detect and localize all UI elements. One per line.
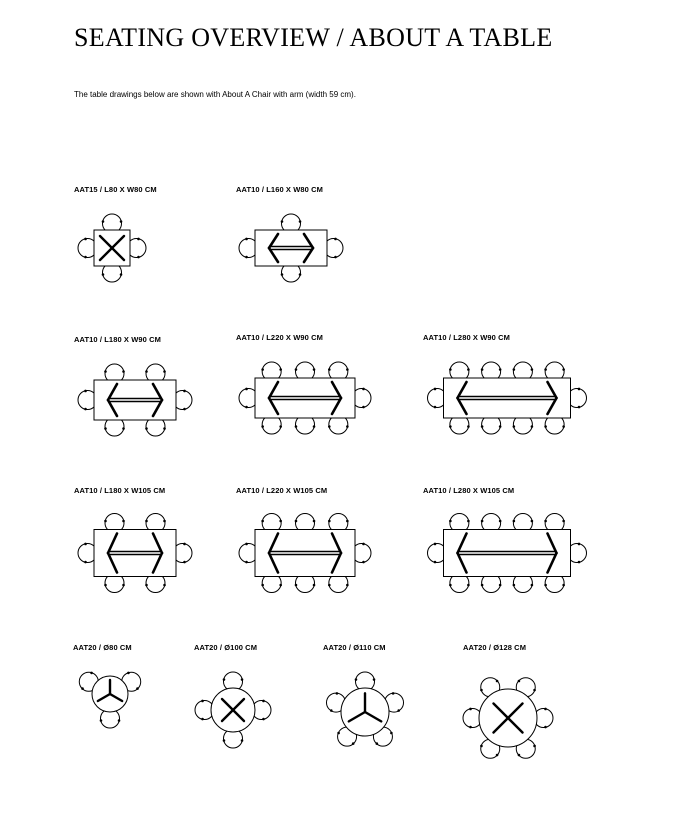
chair-arm-dot bbox=[518, 680, 521, 683]
chair-arm-dot bbox=[223, 678, 226, 681]
drawing-aat10-160x80 bbox=[239, 214, 343, 282]
drawing-aat10-280x105 bbox=[428, 514, 587, 593]
chair-arm-dot bbox=[531, 368, 534, 371]
chair-arm-dot bbox=[346, 368, 349, 371]
chair-arm-dot bbox=[120, 220, 123, 223]
chair-arm-dot bbox=[518, 754, 521, 757]
chair-arm-dot bbox=[376, 742, 379, 745]
chair-arm-dot bbox=[330, 709, 333, 712]
drawing-aat10-280x90 bbox=[428, 362, 587, 434]
chair-arm-dot bbox=[578, 388, 581, 391]
chair-arm-dot bbox=[145, 584, 148, 587]
chair-arm-dot bbox=[373, 678, 376, 681]
table-top bbox=[444, 530, 571, 577]
chair-arm-dot bbox=[434, 561, 437, 564]
chair-arm-dot bbox=[262, 718, 265, 721]
chair-arm-dot bbox=[183, 408, 186, 411]
chair-arm-dot bbox=[481, 368, 484, 371]
chair-arm-dot bbox=[90, 672, 93, 675]
chair-arm-dot bbox=[578, 561, 581, 564]
chair-arm-dot bbox=[137, 256, 140, 259]
label-aat10-180x90: AAT10 / L180 X W90 CM bbox=[74, 335, 161, 344]
chair-arm-dot bbox=[313, 368, 316, 371]
label-aat20-110: AAT20 / Ø110 CM bbox=[323, 643, 386, 652]
chair-arm-dot bbox=[346, 520, 349, 523]
chair-arm-dot bbox=[245, 256, 248, 259]
label-aat10-160x80: AAT10 / L160 X W80 CM bbox=[236, 185, 323, 194]
chair-arm-dot bbox=[328, 368, 331, 371]
chair-arm-dot bbox=[118, 719, 121, 722]
chair-arm-dot bbox=[499, 584, 502, 587]
chair-arm-dot bbox=[544, 368, 547, 371]
label-aat20-100: AAT20 / Ø100 CM bbox=[194, 643, 258, 652]
table-top bbox=[255, 230, 327, 266]
drawing-aat20-110 bbox=[326, 672, 403, 746]
chair-arm-dot bbox=[467, 368, 470, 371]
chair-arm-dot bbox=[84, 561, 87, 564]
chair-arm-dot bbox=[163, 520, 166, 523]
chair-arm-dot bbox=[120, 273, 123, 276]
chair-arm-dot bbox=[104, 370, 107, 373]
drawing-aat15-80x80 bbox=[78, 214, 146, 282]
chair-arm-dot bbox=[279, 520, 282, 523]
chair-arm-dot bbox=[245, 543, 248, 546]
chair-arm-dot bbox=[334, 256, 337, 259]
chair-arm-dot bbox=[480, 689, 483, 692]
chair-arm-dot bbox=[281, 273, 284, 276]
chair-arm-dot bbox=[346, 584, 349, 587]
chair-arm-dot bbox=[544, 726, 547, 729]
chair-arm-dot bbox=[163, 427, 166, 430]
chair-arm-dot bbox=[201, 700, 204, 703]
label-aat20-128: AAT20 / Ø128 CM bbox=[463, 643, 527, 652]
chair-arm-dot bbox=[346, 425, 349, 428]
table-top bbox=[94, 380, 176, 420]
chair-arm-dot bbox=[84, 238, 87, 241]
table-top bbox=[444, 378, 571, 418]
chair-arm-dot bbox=[562, 425, 565, 428]
chair-arm-dot bbox=[279, 425, 282, 428]
chair-arm-dot bbox=[241, 739, 244, 742]
chair-arm-dot bbox=[481, 425, 484, 428]
chair-arm-dot bbox=[183, 543, 186, 546]
chair-arm-dot bbox=[261, 584, 264, 587]
chair-arm-dot bbox=[262, 700, 265, 703]
chair-arm-dot bbox=[328, 584, 331, 587]
chair-arm-dot bbox=[434, 388, 437, 391]
chair-arm-dot bbox=[145, 370, 148, 373]
chair-arm-dot bbox=[362, 406, 365, 409]
chair-arm-dot bbox=[562, 584, 565, 587]
chair-arm-dot bbox=[513, 584, 516, 587]
chair-arm-dot bbox=[499, 520, 502, 523]
chair-arm-dot bbox=[245, 388, 248, 391]
chair-arm-dot bbox=[449, 368, 452, 371]
table-top bbox=[94, 530, 176, 577]
chair-arm-dot bbox=[261, 425, 264, 428]
chair-arm-dot bbox=[313, 584, 316, 587]
chair-arm-dot bbox=[449, 584, 452, 587]
chair-arm-dot bbox=[362, 388, 365, 391]
chair-arm-dot bbox=[513, 368, 516, 371]
chair-arm-dot bbox=[499, 425, 502, 428]
chair-arm-dot bbox=[279, 584, 282, 587]
chair-arm-dot bbox=[163, 584, 166, 587]
chair-arm-dot bbox=[352, 742, 355, 745]
chair-arm-dot bbox=[544, 425, 547, 428]
chair-arm-dot bbox=[299, 220, 302, 223]
label-aat10-280x90: AAT10 / L280 X W90 CM bbox=[423, 333, 510, 342]
chair-arm-dot bbox=[390, 732, 393, 735]
chair-arm-dot bbox=[127, 672, 130, 675]
chair-arm-dot bbox=[163, 370, 166, 373]
label-aat20-80: AAT20 / Ø80 CM bbox=[73, 643, 132, 652]
chair-arm-dot bbox=[145, 427, 148, 430]
chair-arm-dot bbox=[544, 584, 547, 587]
chair-arm-dot bbox=[328, 425, 331, 428]
chair-arm-dot bbox=[84, 390, 87, 393]
chair-arm-dot bbox=[223, 739, 226, 742]
chair-arm-dot bbox=[562, 368, 565, 371]
chair-arm-dot bbox=[183, 390, 186, 393]
chair-arm-dot bbox=[397, 709, 400, 712]
chair-arm-dot bbox=[84, 256, 87, 259]
chair-arm-dot bbox=[434, 543, 437, 546]
chair-arm-dot bbox=[531, 584, 534, 587]
chair-arm-dot bbox=[104, 584, 107, 587]
chair-arm-dot bbox=[313, 425, 316, 428]
chair-arm-dot bbox=[261, 520, 264, 523]
chair-arm-dot bbox=[241, 678, 244, 681]
chair-arm-dot bbox=[261, 368, 264, 371]
chair-arm-dot bbox=[122, 584, 125, 587]
label-aat10-180x105: AAT10 / L180 X W105 CM bbox=[74, 486, 166, 495]
chair-arm-dot bbox=[513, 520, 516, 523]
chair-arm-dot bbox=[245, 238, 248, 241]
chair-arm-dot bbox=[578, 406, 581, 409]
chair-arm-dot bbox=[313, 520, 316, 523]
chair-arm-dot bbox=[496, 754, 499, 757]
drawing-aat10-220x105 bbox=[239, 514, 371, 593]
chair-arm-dot bbox=[531, 520, 534, 523]
chair-arm-dot bbox=[245, 406, 248, 409]
chair-arm-dot bbox=[295, 520, 298, 523]
chair-arm-dot bbox=[467, 425, 470, 428]
chair-arm-dot bbox=[467, 520, 470, 523]
chair-arm-dot bbox=[137, 238, 140, 241]
chair-arm-dot bbox=[355, 678, 358, 681]
chair-arm-dot bbox=[449, 520, 452, 523]
chair-arm-dot bbox=[281, 220, 284, 223]
chair-arm-dot bbox=[481, 520, 484, 523]
chair-arm-dot bbox=[245, 561, 248, 564]
chair-arm-dot bbox=[102, 273, 105, 276]
chair-arm-dot bbox=[467, 584, 470, 587]
drawing-aat10-180x105 bbox=[78, 514, 192, 593]
chair-arm-dot bbox=[328, 520, 331, 523]
label-aat10-220x90: AAT10 / L220 X W90 CM bbox=[236, 333, 323, 342]
chair-arm-dot bbox=[183, 561, 186, 564]
chair-arm-dot bbox=[104, 520, 107, 523]
drawing-aat10-220x90 bbox=[239, 362, 371, 434]
drawing-aat20-80 bbox=[79, 672, 140, 728]
chair-arm-dot bbox=[81, 687, 84, 690]
drawing-aat20-100 bbox=[195, 672, 271, 748]
chair-arm-dot bbox=[362, 543, 365, 546]
chair-arm-dot bbox=[513, 425, 516, 428]
chair-arm-dot bbox=[334, 238, 337, 241]
label-aat10-220x105: AAT10 / L220 X W105 CM bbox=[236, 486, 328, 495]
chair-arm-dot bbox=[531, 425, 534, 428]
chair-arm-dot bbox=[481, 584, 484, 587]
drawing-aat10-180x90 bbox=[78, 364, 192, 436]
chair-arm-dot bbox=[469, 708, 472, 711]
chair-arm-dot bbox=[279, 368, 282, 371]
chair-arm-dot bbox=[578, 543, 581, 546]
chair-arm-dot bbox=[392, 692, 395, 695]
chair-arm-dot bbox=[201, 718, 204, 721]
chair-arm-dot bbox=[84, 543, 87, 546]
intro-text: The table drawings below are shown with About A Chair with arm (width 59 cm). bbox=[74, 90, 356, 99]
label-aat10-280x105: AAT10 / L280 X W105 CM bbox=[423, 486, 515, 495]
chair-arm-dot bbox=[480, 745, 483, 748]
chair-arm-dot bbox=[295, 584, 298, 587]
drawing-aat20-128 bbox=[463, 678, 553, 758]
chair-arm-dot bbox=[104, 427, 107, 430]
page-title: SEATING OVERVIEW / ABOUT A TABLE bbox=[74, 23, 553, 52]
chair-arm-dot bbox=[362, 561, 365, 564]
chair-arm-dot bbox=[336, 692, 339, 695]
chair-arm-dot bbox=[544, 520, 547, 523]
chair-arm-dot bbox=[122, 520, 125, 523]
chair-arm-dot bbox=[499, 368, 502, 371]
chair-arm-dot bbox=[102, 220, 105, 223]
chair-arm-dot bbox=[136, 687, 139, 690]
chair-arm-dot bbox=[84, 408, 87, 411]
chair-arm-dot bbox=[295, 425, 298, 428]
chair-arm-dot bbox=[100, 719, 103, 722]
chair-arm-dot bbox=[496, 680, 499, 683]
chair-arm-dot bbox=[533, 745, 536, 748]
chair-arm-dot bbox=[295, 368, 298, 371]
chair-arm-dot bbox=[122, 370, 125, 373]
chair-arm-dot bbox=[533, 689, 536, 692]
label-aat15-80x80: AAT15 / L80 X W80 CM bbox=[74, 185, 157, 194]
chair-arm-dot bbox=[122, 427, 125, 430]
chair-arm-dot bbox=[299, 273, 302, 276]
chair-arm-dot bbox=[544, 708, 547, 711]
chair-arm-dot bbox=[434, 406, 437, 409]
chair-arm-dot bbox=[145, 520, 148, 523]
chair-arm-dot bbox=[562, 520, 565, 523]
chair-arm-dot bbox=[469, 726, 472, 729]
chair-arm-dot bbox=[449, 425, 452, 428]
chair-arm-dot bbox=[337, 732, 340, 735]
